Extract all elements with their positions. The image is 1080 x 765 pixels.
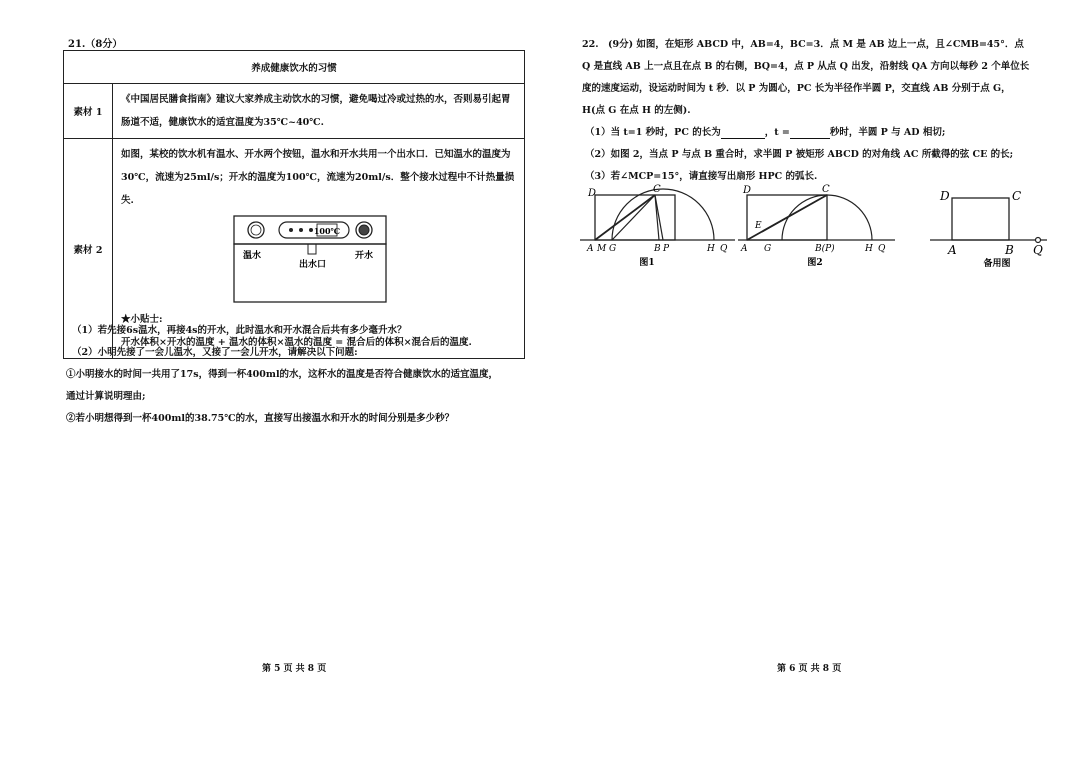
fig2-label-e: E (755, 221, 762, 231)
question-21-header: 21.（8分） (68, 39, 123, 50)
question-21-part-2-1b: 通过计算说明理由; (66, 391, 146, 402)
question-22-part-1 (585, 124, 945, 139)
water-dispenser-figure (121, 212, 518, 308)
question-22-line-1: 22. (9分) 如图，在矩形 ABCD 中，AB=4，BC=3．点 M 是 AB 边上一点，且∠CMB=45°．点 (582, 39, 1024, 50)
question-22-part-3: （3）若∠MCP=15°，请直接写出扇形 HPC 的弧长. (585, 171, 818, 182)
fig1-caption: 图1 (639, 258, 655, 268)
part-1-text-a: （1）当 t=1 秒时，PC 的长为 (585, 127, 721, 138)
fig1-label-m: M (597, 244, 607, 254)
fig2-label-bp: B(P) (815, 244, 835, 254)
material-2-label: 素材 2 (64, 139, 113, 359)
question-22-line-3: 度的速度运动，设运动时间为 t 秒．以 P 为圆心，PC 长为半径作半圆 P，交直线 AB 分别于点 G， (582, 83, 1011, 94)
question-22-line-2: Q 是直线 AB 上一点且在点 B 的右侧，BQ=4，点 P 从点 Q 出发，沿射线 QA 方向以每秒 2 个单位长 (582, 61, 1030, 72)
fig3-label-a: A (948, 243, 957, 257)
question-21-part-1: （1）若先接6s温水，再接4s的开水，此时温水和开水混合后共有多少毫升水？ (72, 325, 407, 336)
materials-table (63, 50, 525, 359)
tip-text: 开水体积×开水的温度 + 温水的体积×温水的温度 = 混合后的体积×混合后的温度. (121, 337, 472, 348)
figure-2 (738, 184, 895, 268)
fig2-label-c: C (822, 184, 830, 195)
fig2-label-g: G (764, 244, 772, 254)
question-22-part-2: （2）如图 2，当点 P 与点 B 重合时，求半圆 P 被矩形 ABCD 的对角线 AC 所截得的弦 CE 的长; (585, 149, 1014, 160)
fig1-label-c: C (653, 184, 661, 195)
question-21-part-2-2: ②若小明想得到一杯400ml的38.75℃的水，直接写出接温水和开水的时间分别是多少秒？ (66, 413, 455, 424)
warm-label: 温水 (243, 251, 262, 261)
warm-button-icon (248, 222, 264, 238)
question-21-part-2-1a: ①小明接水的时间一共用了17s，得到一杯400ml的水，这杯水的温度是否符合健康饮水的适宜温度， (66, 369, 499, 380)
fig3-label-b: B (1005, 243, 1014, 257)
figure-1 (580, 184, 735, 268)
fig2-label-q: Q (878, 244, 886, 254)
answer-blank-t[interactable] (790, 127, 830, 139)
fig2-label-a: A (741, 244, 748, 254)
answer-blank-pc[interactable] (721, 127, 765, 139)
fig3-label-d: D (940, 189, 950, 203)
table-title: 养成健康饮水的习惯 (64, 51, 525, 84)
material-1-label: 素材 1 (64, 84, 113, 139)
fig1-label-b: B (654, 244, 661, 254)
right-page (540, 0, 1080, 765)
fig2-label-d: D (743, 185, 752, 196)
page-footer-6: 第 6 页 共 8 页 (777, 664, 842, 674)
fig2-label-h: H (865, 244, 873, 254)
tip-title: ★小贴士: (121, 314, 163, 325)
material-1-text: 《中国居民膳食指南》建议大家养成主动饮水的习惯，避免喝过冷或过热的水，否则易引起胃肠道不适，健康饮水的适宜温度为35℃~40℃. (113, 84, 525, 139)
fig1-label-h: H (707, 244, 715, 254)
figures-area (575, 180, 1050, 275)
fig1-label-g: G (609, 244, 617, 254)
fig3-caption: 备用图 (983, 259, 1011, 269)
page-footer-5: 第 5 页 共 8 页 (262, 664, 327, 674)
fig1-label-q: Q (720, 244, 728, 254)
fig1-label-p: P (663, 244, 670, 254)
question-21-part-2: （2）小明先接了一会儿温水，又接了一会儿开水，请解决以下问题: (72, 347, 358, 358)
fig1-label-a: A (587, 244, 594, 254)
display-readout: 100℃ (313, 226, 341, 236)
fig1-label-d: D (588, 188, 597, 199)
part-1-text-b: ，t = (764, 127, 790, 138)
fig2-caption: 图2 (807, 258, 823, 268)
question-22-line-4: H(点 G 在点 H 的左侧). (582, 105, 691, 116)
part-1-text-c: 秒时，半圆 P 与 AD 相切; (829, 127, 946, 138)
outlet-spout (308, 244, 316, 254)
fig3-label-c: C (1012, 189, 1022, 203)
fig3-label-q: Q (1033, 243, 1043, 257)
hot-label: 开水 (355, 251, 374, 261)
outlet-label: 出水口 (299, 260, 327, 270)
figure-backup (930, 189, 1047, 269)
material-2-text: 如图，某校的饮水机有温水、开水两个按钮，温水和开水共用一个出水口．已知温水的温度为30℃，流速为25ml/s；开水的温度为100℃，流速为20ml/s．整个接水过程中不计热量损失. (121, 149, 515, 206)
